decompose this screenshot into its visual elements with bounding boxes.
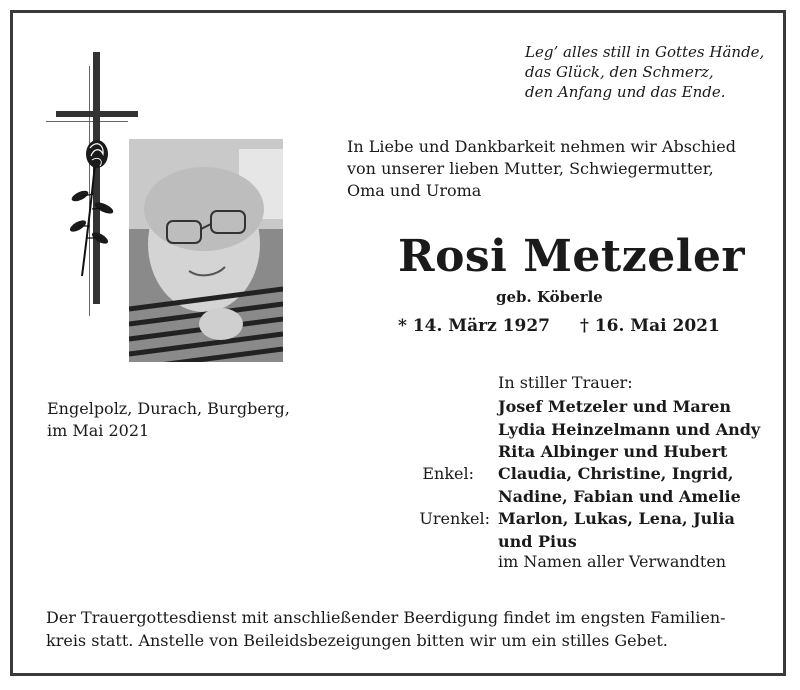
rose-icon — [70, 134, 120, 279]
great-grandchildren-list — [498, 508, 735, 553]
closing-line: Der Trauergottesdienst mit anschließender Beerdigung findet im engsten Familien- — [46, 608, 726, 627]
grandchildren-label: Enkel: — [422, 464, 474, 483]
place-date — [47, 398, 290, 442]
closing-text — [46, 606, 766, 652]
cross-shadow-horizontal — [46, 121, 128, 122]
family-member: Rita Albinger und Hubert — [498, 442, 728, 461]
place-line: Engelpolz, Durach, Burgberg, — [47, 399, 290, 418]
intro-line: von unserer lieben Mutter, Schwiegermutter, — [347, 159, 714, 178]
family-member: Lydia Heinzelmann und Andy — [498, 419, 761, 439]
portrait-photo — [129, 139, 283, 362]
great-grandchildren-label: Urenkel: — [419, 509, 490, 528]
family-list — [498, 396, 760, 464]
grandchildren-line: Claudia, Christine, Ingrid, — [498, 464, 734, 483]
grandchildren-list — [498, 463, 741, 508]
great-grandchildren-line: Marlon, Lukas, Lena, Julia — [498, 509, 735, 528]
obituary-notice — [10, 10, 786, 676]
cross-bar — [56, 111, 138, 117]
birth-date: * 14. März 1927 — [398, 316, 550, 336]
intro-text — [347, 136, 777, 202]
intro-line: In Liebe und Dankbarkeit nehmen wir Abschied — [347, 137, 737, 156]
mourners-intro: In stiller Trauer: — [498, 373, 633, 392]
intro-line: Oma und Uroma — [347, 181, 482, 200]
mourners-outro: im Namen aller Verwandten — [498, 552, 727, 571]
life-dates — [398, 316, 720, 336]
verse — [525, 42, 785, 102]
great-grandchildren-line: und Pius — [498, 531, 577, 551]
deceased-name: Rosi Metzeler — [398, 231, 746, 282]
family-member: Josef Metzeler und Maren — [498, 397, 732, 416]
verse-line: den Anfang und das Ende. — [525, 83, 726, 101]
grandchildren-line: Nadine, Fabian und Amelie — [498, 486, 741, 506]
death-date: † 16. Mai 2021 — [579, 316, 720, 336]
verse-line: das Glück, den Schmerz, — [525, 63, 714, 81]
place-line: im Mai 2021 — [47, 421, 150, 440]
maiden-name: geb. Köberle — [496, 288, 603, 306]
verse-line: Leg’ alles still in Gottes Hände, — [525, 43, 765, 61]
closing-line: kreis statt. Anstelle von Beileidsbezeigungen bitten wir um ein stilles Gebet. — [46, 631, 668, 650]
